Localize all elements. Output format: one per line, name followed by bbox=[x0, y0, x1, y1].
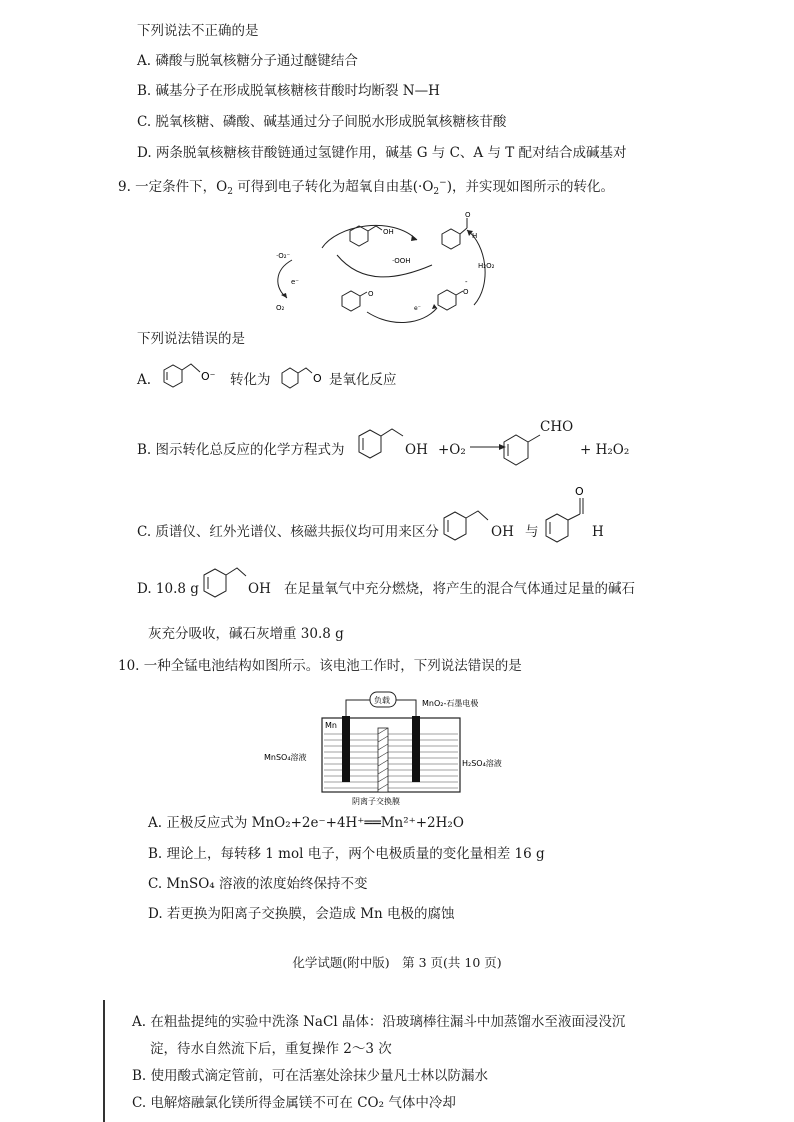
oh-label: OH bbox=[383, 228, 394, 236]
o-minus-label: O⁻ bbox=[201, 370, 216, 383]
q9-option-c-and: 与 bbox=[525, 524, 539, 540]
alkoxide-o-label: O bbox=[368, 290, 374, 298]
q10-option-a: A. 正极反应式为 MnO₂+2e⁻+4H⁺══Mn²⁺+2H₂O bbox=[148, 815, 464, 831]
h2o2-label: H₂O₂ bbox=[478, 262, 495, 270]
q9-cycle-diagram bbox=[262, 200, 522, 325]
q9-option-d-oh: OH bbox=[248, 581, 271, 597]
q9-option-c-label: C. 质谱仪、红外光谱仪、核磁共振仪均可用来区分 bbox=[137, 524, 439, 540]
q9-option-a-label: A. bbox=[137, 372, 152, 388]
oxygen-label: O₂ bbox=[276, 304, 285, 312]
next-page-line-1: A. 在粗盐提纯的实验中洗涤 NaCl 晶体：沿玻璃棒往漏斗中加蒸馏水至液面浸没沉 bbox=[132, 1014, 626, 1030]
radical-o-text: O bbox=[313, 372, 322, 385]
battery-diagram bbox=[262, 688, 524, 806]
radical-minus-label: - bbox=[465, 278, 468, 286]
q9-stem: 9. 一定条件下，$O_2$ 可得到电子转化为超氧自由基$(\cdot O_2^-)$，并实现如图所示的转化。 bbox=[118, 178, 614, 197]
anode-label: Mn bbox=[325, 721, 337, 730]
q9-option-c-h: H bbox=[592, 524, 604, 540]
q9-option-b-o2: +O₂ bbox=[438, 442, 466, 458]
q9-option-d-text: 在足量氧气中充分燃烧，将产生的混合气体通过足量的碱石 bbox=[284, 581, 635, 597]
carbonyl-o-label: O bbox=[575, 485, 584, 498]
left-solution-label: MnSO₄溶液 bbox=[264, 753, 307, 762]
cathode-label: MnO₂-石墨电极 bbox=[422, 699, 479, 708]
ooh-label: ·OOH bbox=[392, 257, 411, 265]
alkoxy-radical-structure bbox=[278, 362, 336, 392]
q9-option-c-oh: OH bbox=[491, 524, 514, 540]
load-label: 负载 bbox=[374, 696, 390, 705]
membrane bbox=[378, 728, 388, 792]
q9-option-a-mid: 转化为 bbox=[230, 372, 271, 388]
q9-option-b-label: B. 图示转化总反应的化学方程式为 bbox=[137, 442, 345, 458]
alkoxide-structure bbox=[342, 291, 367, 311]
q10-stem: 10. 一种全锰电池结构如图所示。该电池工作时，下列说法错误的是 bbox=[118, 658, 522, 674]
mno2-electrode bbox=[412, 716, 420, 782]
radical-o-label: O bbox=[463, 288, 469, 296]
aldehyde-o-label: O bbox=[465, 211, 471, 219]
q8-option-d: D. 两条脱氧核糖核苷酸链通过氢键作用，碱基 G 与 C、A 与 T 配对结合成碱基对 bbox=[137, 145, 627, 161]
alkoxide-anion-structure bbox=[158, 358, 218, 392]
membrane-label: 阴离子交换膜 bbox=[352, 797, 400, 806]
q9-option-b-cho: CHO bbox=[540, 419, 574, 435]
q8-stem: 下列说法不正确的是 bbox=[137, 23, 259, 39]
right-solution-label: H₂SO₄溶液 bbox=[462, 759, 502, 768]
next-page-line-4: C. 电解熔融氯化镁所得金属镁不可在 CO₂ 气体中冷却 bbox=[132, 1095, 456, 1111]
q10-option-c: C. MnSO₄ 溶液的浓度始终保持不变 bbox=[148, 876, 368, 892]
mn-electrode bbox=[342, 716, 350, 782]
q8-option-c: C. 脱氧核糖、磷酸、碱基通过分子间脱水形成脱氧核糖核苷酸 bbox=[137, 114, 507, 130]
cycle-minus-label: e⁻ bbox=[414, 305, 421, 312]
electron-label: e⁻ bbox=[291, 278, 300, 286]
q9-option-d-cont: 灰充分吸收，碱石灰增重 30.8 g bbox=[148, 626, 344, 642]
benzyl-alcohol-structure bbox=[350, 226, 382, 246]
arrowheads bbox=[281, 230, 473, 309]
next-page-line-3: B. 使用酸式滴定管前，可在活塞处涂抹少量凡士林以防漏水 bbox=[132, 1068, 489, 1084]
q9-option-b-oh: OH bbox=[405, 442, 428, 458]
q9-option-d-label: D. 10.8 g bbox=[137, 581, 199, 597]
q9-option-a-end: 是氧化反应 bbox=[329, 372, 397, 388]
page-footer: 化学试题(附中版) 第 3 页(共 10 页) bbox=[292, 955, 502, 970]
q10-option-b: B. 理论上，每转移 1 mol 电子，两个电极质量的变化量相差 16 g bbox=[148, 846, 545, 862]
q8-option-a: A. 磷酸与脱氧核糖分子通过醚键结合 bbox=[137, 53, 358, 69]
next-page-line-2: 淀，待水自然流下后，重复操作 2～3 次 bbox=[150, 1041, 392, 1057]
benzaldehyde-c bbox=[540, 482, 600, 552]
q9-question: 下列说法错误的是 bbox=[137, 331, 245, 347]
q9-option-b-h2o2: + H₂O₂ bbox=[580, 442, 630, 458]
page-divider-bar bbox=[103, 1000, 105, 1122]
radical-anion-structure bbox=[438, 290, 463, 310]
q10-option-d: D. 若更换为阳离子交换膜，会造成 Mn 电极的腐蚀 bbox=[148, 906, 455, 922]
cycle-arrows bbox=[278, 225, 485, 322]
q8-option-b: B. 碱基分子在形成脱氧核糖核苷酸时均断裂 N—H bbox=[137, 83, 440, 99]
aldehyde-h-label: H bbox=[472, 232, 478, 240]
benzaldehyde-structure bbox=[442, 218, 467, 249]
superoxide-label: ·O₂⁻ bbox=[276, 252, 291, 260]
